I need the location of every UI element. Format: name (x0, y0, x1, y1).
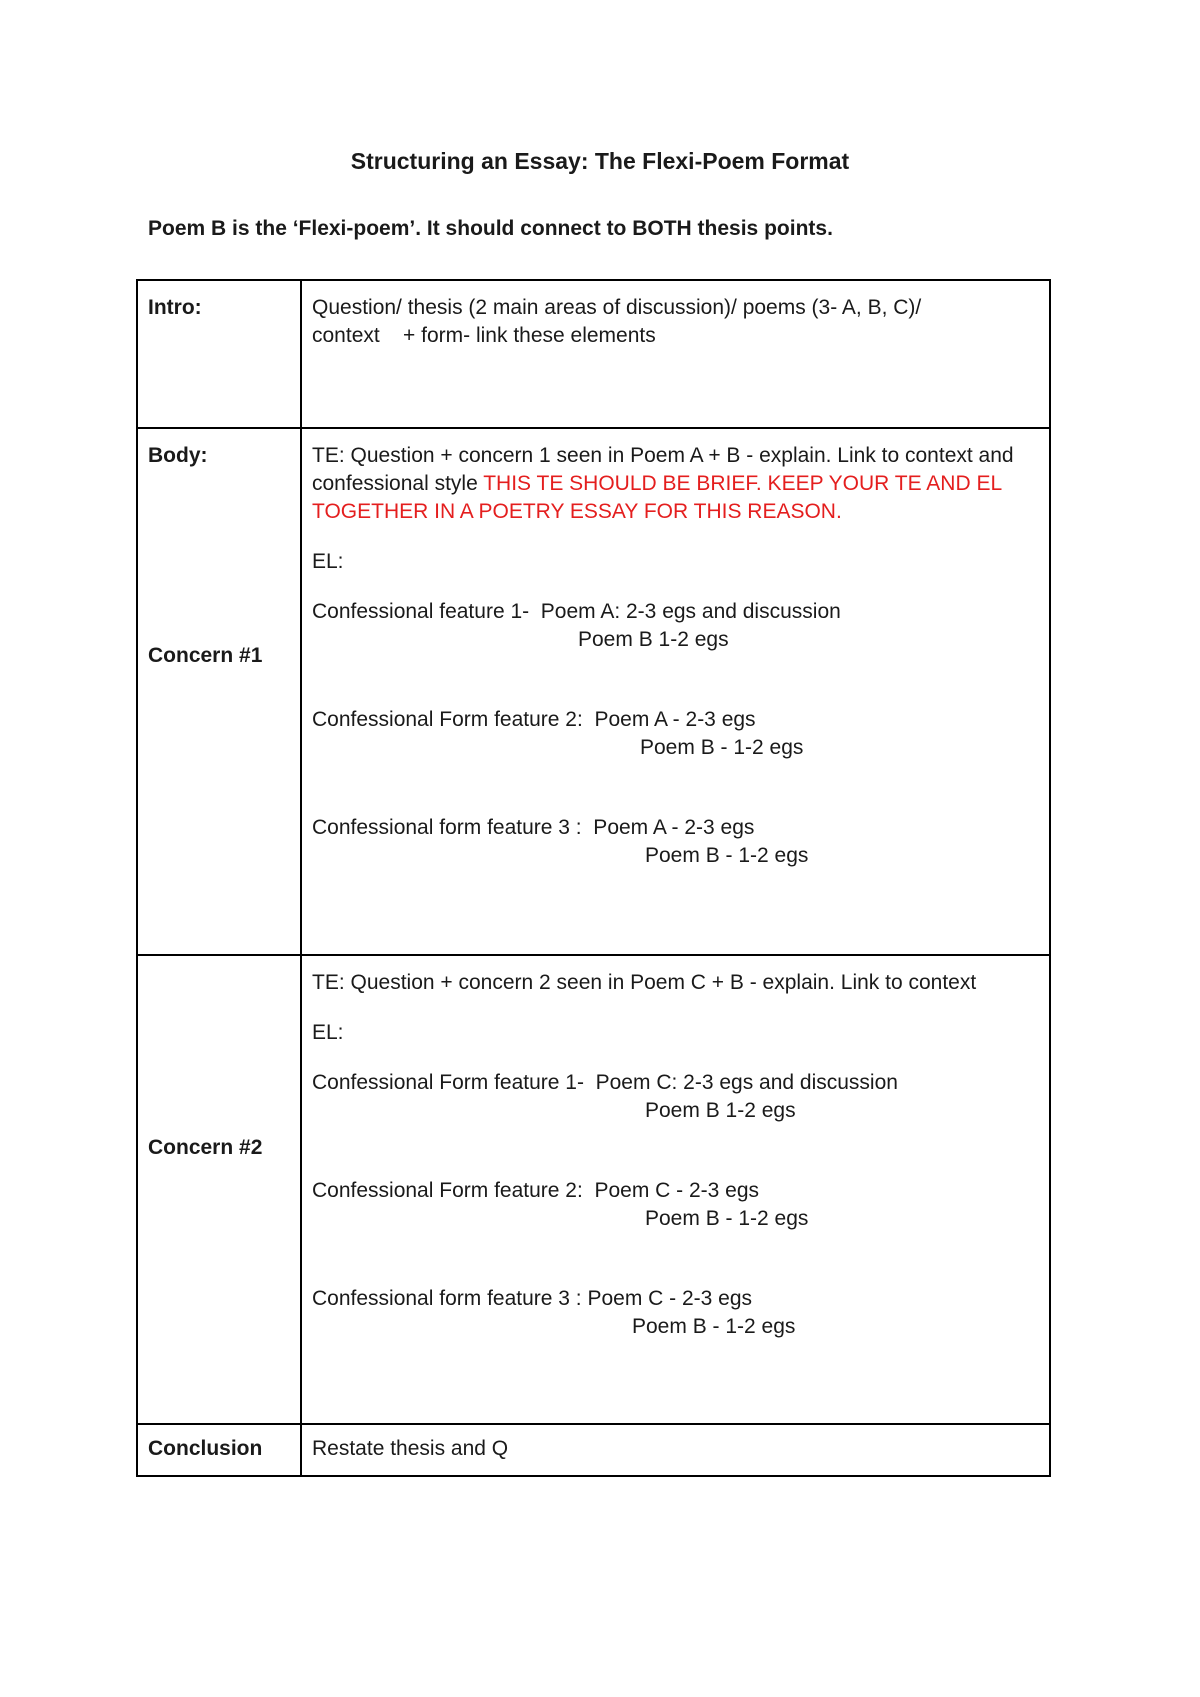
concern-2-label: Concern #2 (148, 1136, 263, 1159)
essay-structure-table (136, 279, 1051, 1477)
body-feature-2-line-2: Poem B - 1-2 egs (640, 736, 804, 759)
body-el-label: EL: (312, 550, 344, 573)
body-label-cell (137, 428, 301, 955)
intro-label-cell (137, 280, 301, 428)
concern-2-content-cell (301, 955, 1050, 1424)
body-te-text: TE: Question + concern 1 seen in Poem A + B - explain. Link to context and confessional style (312, 444, 1014, 495)
concern-2-feature-3-line-1: Confessional form feature 3 : Poem C - 2-3 egs (312, 1287, 753, 1310)
concern-2-label-cell (137, 955, 301, 1424)
body-label: Body: (148, 444, 208, 467)
table-row-concern-2 (137, 955, 1050, 1424)
page-title: Structuring an Essay: The Flexi-Poem Format (350, 148, 850, 174)
conclusion-text: Restate thesis and Q (312, 1437, 509, 1460)
concern-2-feature-2-line-1: Confessional Form feature 2: Poem C - 2-3 egs (312, 1179, 760, 1202)
intro-label: Intro: (148, 296, 202, 319)
concern-2-feature-2-line-2: Poem B - 1-2 egs (645, 1207, 809, 1230)
concern-2-feature-1-line-2: Poem B 1-2 egs (645, 1099, 796, 1122)
body-content-cell (301, 428, 1050, 955)
conclusion-label: Conclusion (148, 1437, 263, 1460)
table-row-conclusion (137, 1424, 1050, 1476)
intro-line-1: Question/ thesis (2 main areas of discussion)/ poems (3- A, B, C)/ (312, 296, 922, 319)
intro-line-2: context + form- link these elements (312, 324, 656, 347)
body-feature-3-line-2: Poem B - 1-2 egs (645, 844, 809, 867)
page-subtitle: Poem B is the ‘Flexi-poem’. It should connect to BOTH thesis points. (148, 217, 833, 240)
conclusion-content-cell (301, 1424, 1050, 1476)
concern-2-feature-3-line-2: Poem B - 1-2 egs (632, 1315, 796, 1338)
body-te-paragraph (312, 442, 1039, 526)
concern-2-el-label: EL: (312, 1021, 344, 1044)
body-feature-3-line-1: Confessional form feature 3 : Poem A - 2-3 egs (312, 816, 755, 839)
concern-2-te: TE: Question + concern 2 seen in Poem C + B - explain. Link to context (312, 971, 977, 994)
body-te-warning: THIS TE SHOULD BE BRIEF. KEEP YOUR TE AND EL TOGETHER IN A POETRY ESSAY FOR THIS REASON. (312, 472, 1002, 523)
concern-1-label: Concern #1 (148, 644, 263, 667)
intro-content-cell (301, 280, 1050, 428)
body-feature-2-line-1: Confessional Form feature 2: Poem A - 2-3 egs (312, 708, 756, 731)
body-feature-1-line-1: Confessional feature 1- Poem A: 2-3 egs and discussion (312, 600, 841, 623)
table-row-body (137, 428, 1050, 955)
table-row-intro (137, 280, 1050, 428)
conclusion-label-cell (137, 1424, 301, 1476)
concern-2-feature-1-line-1: Confessional Form feature 1- Poem C: 2-3 egs and discussion (312, 1071, 898, 1094)
body-feature-1-line-2: Poem B 1-2 egs (578, 628, 729, 651)
